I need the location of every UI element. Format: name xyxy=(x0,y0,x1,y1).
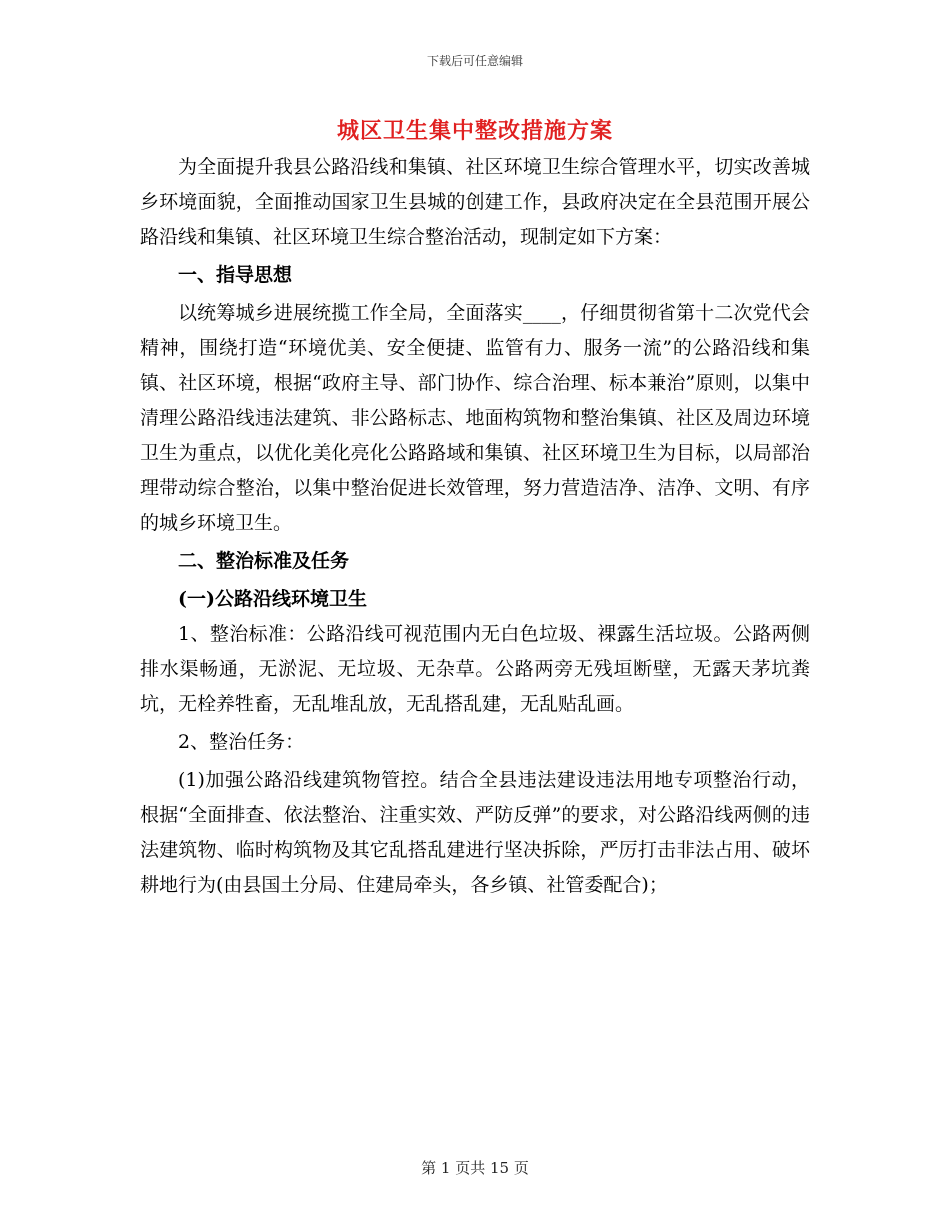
document-title: 城区卫生集中整改措施方案 xyxy=(336,118,613,144)
section-heading-standards-tasks: 二、整治标准及任务 xyxy=(178,550,350,572)
standard-paragraph: 1、整治标准：公路沿线可视范围内无白色垃圾、裸露生活垃圾。公路两侧排水渠畅通，无淤泥、无垃圾、无杂草。公路两旁无残垣断壁，无露天茅坑粪坑，无栓养牲畜，无乱堆乱放，无乱搭乱建，无乱贴乱画。 xyxy=(140,623,810,715)
tasks-label: 2、整治任务： xyxy=(178,731,305,753)
section-heading-guiding-ideology: 一、指导思想 xyxy=(178,264,293,286)
subsection-heading-road-sanitation: (一)公路沿线环境卫生 xyxy=(178,588,367,610)
page-header: 下载后可任意编辑 xyxy=(426,54,523,68)
intro-paragraph: 为全面提升我县公路沿线和集镇、社区环境卫生综合管理水平，切实改善城乡环境面貌，全面推动国家卫生县城的创建工作，县政府决定在全县范围开展公路沿线和集镇、社区环境卫生综合整治活动，现制定如下方案： xyxy=(140,156,810,248)
guiding-ideology-paragraph: 以统筹城乡进展统揽工作全局，全面落实____，仔细贯彻省第十二次党代会精神，围绕打造“环境优美、安全便捷、监管有力、服务一流”的公路沿线和集镇、社区环境，根据“政府主导、部门协作、综合治理、标本兼治”原则，以集中清理公路沿线违法建筑、非公路标志、地面构筑物和整治集镇、社区及周边环境卫生为重点，以优化美化亮化公路路域和集镇、社区环境卫生为目标，以局部治理带动综合整治，以集中整治促进长效管理，努力营造洁净、洁净、文明、有序的城乡环境卫生。 xyxy=(140,302,810,534)
page-footer: 第 1 页共 15 页 xyxy=(421,1159,529,1177)
task-1-paragraph: (1)加强公路沿线建筑物管控。结合全县违法建设违法用地专项整治行动，根据“全面排查、依法整治、注重实效、严防反弹”的要求，对公路沿线两侧的违法建筑物、临时构筑物及其它乱搭乱建进行坚决拆除，严厉打击非法占用、破坏耕地行为(由县国土分局、住建局牵头，各乡镇、社管委配合)； xyxy=(140,769,810,896)
document-body xyxy=(140,150,810,903)
